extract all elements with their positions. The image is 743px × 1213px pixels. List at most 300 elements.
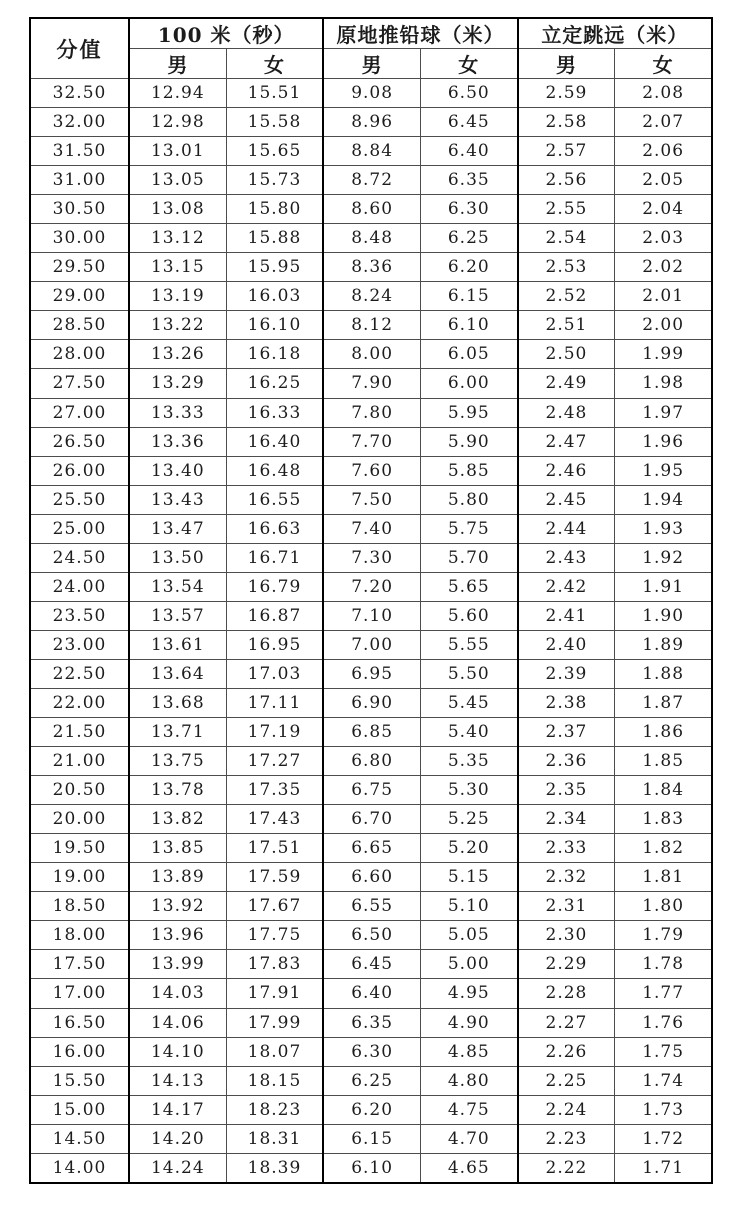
cell-100m-female: 17.27 — [226, 747, 323, 776]
cell-shotput-male: 8.48 — [323, 224, 420, 253]
cell-longjump-male: 2.42 — [518, 572, 615, 601]
cell-longjump-female: 2.00 — [615, 311, 712, 340]
cell-100m-female: 17.35 — [226, 776, 323, 805]
cell-shotput-male: 6.45 — [323, 950, 420, 979]
header-score: 分值 — [30, 18, 129, 79]
cell-shotput-female: 6.50 — [420, 79, 517, 108]
cell-shotput-female: 5.45 — [420, 688, 517, 717]
table-row — [30, 572, 712, 601]
cell-score: 31.00 — [30, 166, 129, 195]
cell-longjump-male: 2.54 — [518, 224, 615, 253]
cell-shotput-male: 6.35 — [323, 1008, 420, 1037]
cell-score: 30.00 — [30, 224, 129, 253]
cell-longjump-female: 1.86 — [615, 718, 712, 747]
cell-longjump-female: 2.07 — [615, 108, 712, 137]
table-row — [30, 369, 712, 398]
cell-100m-female: 15.80 — [226, 195, 323, 224]
cell-longjump-female: 1.81 — [615, 863, 712, 892]
cell-score: 17.50 — [30, 950, 129, 979]
cell-shotput-male: 6.50 — [323, 921, 420, 950]
cell-shotput-female: 5.75 — [420, 514, 517, 543]
table-row — [30, 747, 712, 776]
cell-100m-male: 12.98 — [129, 108, 226, 137]
header-longjump-female: 女 — [615, 49, 712, 79]
cell-100m-male: 13.75 — [129, 747, 226, 776]
cell-shotput-female: 6.45 — [420, 108, 517, 137]
cell-100m-female: 16.63 — [226, 514, 323, 543]
cell-score: 32.50 — [30, 79, 129, 108]
cell-longjump-male: 2.29 — [518, 950, 615, 979]
cell-shotput-female: 6.15 — [420, 282, 517, 311]
table-row — [30, 1124, 712, 1153]
cell-100m-female: 17.19 — [226, 718, 323, 747]
cell-shotput-female: 5.85 — [420, 456, 517, 485]
cell-100m-male: 13.85 — [129, 834, 226, 863]
cell-100m-male: 14.10 — [129, 1037, 226, 1066]
table-row — [30, 805, 712, 834]
table-row — [30, 398, 712, 427]
cell-shotput-female: 5.60 — [420, 601, 517, 630]
cell-100m-male: 14.17 — [129, 1095, 226, 1124]
cell-longjump-male: 2.37 — [518, 718, 615, 747]
cell-longjump-female: 1.98 — [615, 369, 712, 398]
cell-100m-female: 17.11 — [226, 688, 323, 717]
cell-100m-female: 15.58 — [226, 108, 323, 137]
cell-shotput-female: 5.80 — [420, 485, 517, 514]
cell-shotput-male: 6.25 — [323, 1066, 420, 1095]
cell-100m-male: 13.92 — [129, 892, 226, 921]
cell-longjump-female: 1.92 — [615, 543, 712, 572]
cell-shotput-female: 5.05 — [420, 921, 517, 950]
cell-score: 16.50 — [30, 1008, 129, 1037]
cell-100m-female: 16.71 — [226, 543, 323, 572]
cell-shotput-female: 4.85 — [420, 1037, 517, 1066]
cell-score: 22.50 — [30, 659, 129, 688]
cell-100m-male: 13.64 — [129, 659, 226, 688]
cell-100m-male: 13.57 — [129, 601, 226, 630]
cell-score: 31.50 — [30, 137, 129, 166]
cell-shotput-male: 6.55 — [323, 892, 420, 921]
table-row — [30, 979, 712, 1008]
table-row — [30, 427, 712, 456]
cell-100m-female: 16.87 — [226, 601, 323, 630]
cell-score: 28.00 — [30, 340, 129, 369]
cell-longjump-male: 2.25 — [518, 1066, 615, 1095]
cell-100m-female: 15.95 — [226, 253, 323, 282]
cell-100m-female: 18.39 — [226, 1153, 323, 1183]
cell-shotput-male: 7.80 — [323, 398, 420, 427]
cell-longjump-male: 2.28 — [518, 979, 615, 1008]
cell-100m-female: 18.23 — [226, 1095, 323, 1124]
cell-score: 26.00 — [30, 456, 129, 485]
cell-score: 15.00 — [30, 1095, 129, 1124]
cell-100m-female: 17.51 — [226, 834, 323, 863]
table-body — [30, 79, 712, 1184]
cell-100m-male: 13.36 — [129, 427, 226, 456]
cell-100m-male: 13.68 — [129, 688, 226, 717]
table-row — [30, 543, 712, 572]
cell-100m-male: 13.82 — [129, 805, 226, 834]
cell-longjump-female: 1.75 — [615, 1037, 712, 1066]
cell-shotput-male: 6.95 — [323, 659, 420, 688]
cell-shotput-male: 6.40 — [323, 979, 420, 1008]
cell-100m-female: 17.99 — [226, 1008, 323, 1037]
cell-shotput-female: 5.35 — [420, 747, 517, 776]
table-row — [30, 1037, 712, 1066]
cell-shotput-female: 5.70 — [420, 543, 517, 572]
cell-longjump-female: 2.02 — [615, 253, 712, 282]
cell-100m-male: 13.47 — [129, 514, 226, 543]
cell-100m-female: 18.07 — [226, 1037, 323, 1066]
cell-shotput-female: 5.20 — [420, 834, 517, 863]
table-row — [30, 776, 712, 805]
cell-score: 25.00 — [30, 514, 129, 543]
cell-score: 18.50 — [30, 892, 129, 921]
cell-100m-female: 17.67 — [226, 892, 323, 921]
cell-100m-male: 14.24 — [129, 1153, 226, 1183]
cell-100m-male: 13.71 — [129, 718, 226, 747]
cell-longjump-male: 2.53 — [518, 253, 615, 282]
cell-longjump-male: 2.22 — [518, 1153, 615, 1183]
cell-longjump-male: 2.55 — [518, 195, 615, 224]
cell-100m-female: 16.55 — [226, 485, 323, 514]
cell-longjump-female: 2.03 — [615, 224, 712, 253]
cell-shotput-female: 5.15 — [420, 863, 517, 892]
cell-shotput-male: 6.30 — [323, 1037, 420, 1066]
cell-100m-male: 14.03 — [129, 979, 226, 1008]
cell-longjump-female: 1.74 — [615, 1066, 712, 1095]
cell-100m-male: 13.99 — [129, 950, 226, 979]
cell-score: 17.00 — [30, 979, 129, 1008]
cell-score: 28.50 — [30, 311, 129, 340]
cell-100m-female: 16.03 — [226, 282, 323, 311]
cell-shotput-female: 4.95 — [420, 979, 517, 1008]
cell-100m-male: 13.61 — [129, 630, 226, 659]
cell-score: 27.00 — [30, 398, 129, 427]
header-group-row — [30, 18, 712, 49]
cell-longjump-female: 2.06 — [615, 137, 712, 166]
cell-longjump-female: 1.94 — [615, 485, 712, 514]
cell-longjump-female: 1.96 — [615, 427, 712, 456]
cell-score: 21.50 — [30, 718, 129, 747]
cell-shotput-male: 6.85 — [323, 718, 420, 747]
cell-shotput-male: 6.20 — [323, 1095, 420, 1124]
cell-longjump-female: 2.05 — [615, 166, 712, 195]
cell-100m-female: 16.95 — [226, 630, 323, 659]
cell-100m-male: 14.13 — [129, 1066, 226, 1095]
cell-shotput-female: 5.95 — [420, 398, 517, 427]
cell-longjump-male: 2.32 — [518, 863, 615, 892]
table-row — [30, 718, 712, 747]
cell-100m-female: 18.15 — [226, 1066, 323, 1095]
cell-longjump-male: 2.33 — [518, 834, 615, 863]
table-row — [30, 1153, 712, 1183]
table-row — [30, 1095, 712, 1124]
cell-shotput-female: 4.70 — [420, 1124, 517, 1153]
cell-longjump-male: 2.56 — [518, 166, 615, 195]
cell-score: 23.50 — [30, 601, 129, 630]
cell-longjump-male: 2.35 — [518, 776, 615, 805]
cell-100m-male: 13.15 — [129, 253, 226, 282]
cell-100m-male: 13.12 — [129, 224, 226, 253]
table-row — [30, 79, 712, 108]
table-row — [30, 456, 712, 485]
cell-score: 18.00 — [30, 921, 129, 950]
table-row — [30, 514, 712, 543]
cell-score: 27.50 — [30, 369, 129, 398]
table-row — [30, 863, 712, 892]
cell-100m-female: 17.59 — [226, 863, 323, 892]
cell-score: 22.00 — [30, 688, 129, 717]
cell-shotput-female: 5.40 — [420, 718, 517, 747]
header-longjump-male: 男 — [518, 49, 615, 79]
cell-longjump-male: 2.45 — [518, 485, 615, 514]
cell-score: 19.50 — [30, 834, 129, 863]
header-shotput-female: 女 — [420, 49, 517, 79]
cell-100m-female: 16.33 — [226, 398, 323, 427]
cell-100m-male: 13.54 — [129, 572, 226, 601]
table-row — [30, 892, 712, 921]
cell-shotput-female: 5.50 — [420, 659, 517, 688]
cell-longjump-female: 1.91 — [615, 572, 712, 601]
cell-shotput-male: 8.00 — [323, 340, 420, 369]
cell-longjump-male: 2.24 — [518, 1095, 615, 1124]
table-row — [30, 659, 712, 688]
cell-longjump-female: 1.90 — [615, 601, 712, 630]
cell-100m-female: 17.83 — [226, 950, 323, 979]
cell-shotput-female: 4.90 — [420, 1008, 517, 1037]
cell-100m-female: 17.43 — [226, 805, 323, 834]
cell-100m-female: 15.51 — [226, 79, 323, 108]
cell-score: 16.00 — [30, 1037, 129, 1066]
cell-longjump-male: 2.38 — [518, 688, 615, 717]
cell-100m-male: 13.40 — [129, 456, 226, 485]
cell-shotput-male: 7.40 — [323, 514, 420, 543]
cell-shotput-female: 5.65 — [420, 572, 517, 601]
table-row — [30, 108, 712, 137]
cell-longjump-male: 2.40 — [518, 630, 615, 659]
table-row — [30, 688, 712, 717]
cell-100m-male: 13.08 — [129, 195, 226, 224]
cell-longjump-male: 2.30 — [518, 921, 615, 950]
cell-100m-female: 15.73 — [226, 166, 323, 195]
cell-100m-male: 13.22 — [129, 311, 226, 340]
cell-shotput-female: 5.55 — [420, 630, 517, 659]
cell-score: 32.00 — [30, 108, 129, 137]
table-row — [30, 282, 712, 311]
cell-100m-male: 13.43 — [129, 485, 226, 514]
header-group-longjump: 立定跳远（米） — [518, 18, 712, 49]
cell-shotput-female: 6.20 — [420, 253, 517, 282]
cell-score: 25.50 — [30, 485, 129, 514]
cell-longjump-female: 1.97 — [615, 398, 712, 427]
table-row — [30, 834, 712, 863]
cell-longjump-male: 2.26 — [518, 1037, 615, 1066]
cell-longjump-female: 1.76 — [615, 1008, 712, 1037]
cell-100m-female: 17.91 — [226, 979, 323, 1008]
cell-100m-male: 14.06 — [129, 1008, 226, 1037]
header-sub-row — [30, 49, 712, 79]
header-shotput-male: 男 — [323, 49, 420, 79]
cell-100m-male: 13.33 — [129, 398, 226, 427]
cell-100m-male: 13.05 — [129, 166, 226, 195]
cell-shotput-male: 6.70 — [323, 805, 420, 834]
cell-shotput-male: 7.10 — [323, 601, 420, 630]
cell-longjump-male: 2.52 — [518, 282, 615, 311]
cell-longjump-male: 2.43 — [518, 543, 615, 572]
cell-longjump-female: 1.72 — [615, 1124, 712, 1153]
table-row — [30, 630, 712, 659]
cell-100m-male: 12.94 — [129, 79, 226, 108]
cell-shotput-male: 7.50 — [323, 485, 420, 514]
cell-score: 30.50 — [30, 195, 129, 224]
cell-shotput-male: 8.84 — [323, 137, 420, 166]
cell-longjump-female: 1.78 — [615, 950, 712, 979]
cell-shotput-female: 5.30 — [420, 776, 517, 805]
table-row — [30, 485, 712, 514]
table-header — [30, 18, 712, 79]
table-row — [30, 601, 712, 630]
cell-score: 21.00 — [30, 747, 129, 776]
cell-longjump-female: 1.77 — [615, 979, 712, 1008]
cell-100m-female: 16.40 — [226, 427, 323, 456]
cell-score: 24.50 — [30, 543, 129, 572]
cell-shotput-female: 5.00 — [420, 950, 517, 979]
cell-score: 24.00 — [30, 572, 129, 601]
cell-score: 20.50 — [30, 776, 129, 805]
table-row — [30, 1066, 712, 1095]
cell-longjump-male: 2.34 — [518, 805, 615, 834]
header-100m-female: 女 — [226, 49, 323, 79]
cell-score: 20.00 — [30, 805, 129, 834]
cell-shotput-male: 7.60 — [323, 456, 420, 485]
cell-100m-male: 14.20 — [129, 1124, 226, 1153]
cell-100m-male: 13.29 — [129, 369, 226, 398]
cell-shotput-male: 6.65 — [323, 834, 420, 863]
cell-100m-female: 17.75 — [226, 921, 323, 950]
cell-shotput-female: 6.40 — [420, 137, 517, 166]
cell-100m-female: 16.25 — [226, 369, 323, 398]
cell-longjump-female: 1.83 — [615, 805, 712, 834]
cell-longjump-male: 2.51 — [518, 311, 615, 340]
cell-longjump-male: 2.31 — [518, 892, 615, 921]
cell-longjump-male: 2.47 — [518, 427, 615, 456]
cell-shotput-female: 6.25 — [420, 224, 517, 253]
cell-shotput-male: 7.30 — [323, 543, 420, 572]
cell-score: 23.00 — [30, 630, 129, 659]
score-standards-table — [29, 17, 713, 1184]
cell-shotput-female: 5.90 — [420, 427, 517, 456]
cell-shotput-male: 7.70 — [323, 427, 420, 456]
cell-score: 29.50 — [30, 253, 129, 282]
header-group-shotput: 原地推铅球（米） — [323, 18, 517, 49]
table-row — [30, 1008, 712, 1037]
cell-longjump-male: 2.50 — [518, 340, 615, 369]
cell-shotput-female: 6.35 — [420, 166, 517, 195]
cell-shotput-male: 7.90 — [323, 369, 420, 398]
cell-100m-female: 16.79 — [226, 572, 323, 601]
cell-shotput-female: 6.10 — [420, 311, 517, 340]
cell-longjump-female: 2.04 — [615, 195, 712, 224]
cell-longjump-female: 1.85 — [615, 747, 712, 776]
cell-score: 26.50 — [30, 427, 129, 456]
cell-longjump-female: 1.80 — [615, 892, 712, 921]
table-row — [30, 340, 712, 369]
cell-longjump-male: 2.49 — [518, 369, 615, 398]
cell-shotput-male: 8.12 — [323, 311, 420, 340]
cell-shotput-male: 7.20 — [323, 572, 420, 601]
cell-score: 19.00 — [30, 863, 129, 892]
cell-shotput-male: 6.15 — [323, 1124, 420, 1153]
cell-longjump-male: 2.36 — [518, 747, 615, 776]
cell-shotput-female: 4.80 — [420, 1066, 517, 1095]
header-group-100m: 100 米（秒） — [129, 18, 323, 49]
cell-shotput-male: 6.90 — [323, 688, 420, 717]
cell-longjump-female: 1.87 — [615, 688, 712, 717]
cell-longjump-male: 2.27 — [518, 1008, 615, 1037]
cell-shotput-male: 8.24 — [323, 282, 420, 311]
cell-score: 15.50 — [30, 1066, 129, 1095]
cell-shotput-male: 6.60 — [323, 863, 420, 892]
cell-shotput-male: 9.08 — [323, 79, 420, 108]
cell-score: 14.50 — [30, 1124, 129, 1153]
cell-shotput-female: 6.05 — [420, 340, 517, 369]
table-row — [30, 950, 712, 979]
cell-longjump-female: 1.82 — [615, 834, 712, 863]
cell-100m-female: 18.31 — [226, 1124, 323, 1153]
cell-shotput-male: 8.60 — [323, 195, 420, 224]
cell-longjump-female: 2.01 — [615, 282, 712, 311]
cell-longjump-male: 2.57 — [518, 137, 615, 166]
cell-longjump-male: 2.59 — [518, 79, 615, 108]
cell-longjump-female: 1.95 — [615, 456, 712, 485]
cell-longjump-female: 1.93 — [615, 514, 712, 543]
table-row — [30, 166, 712, 195]
cell-100m-male: 13.19 — [129, 282, 226, 311]
cell-shotput-female: 5.10 — [420, 892, 517, 921]
cell-longjump-male: 2.44 — [518, 514, 615, 543]
cell-longjump-male: 2.39 — [518, 659, 615, 688]
table-row — [30, 224, 712, 253]
cell-100m-female: 15.65 — [226, 137, 323, 166]
cell-100m-female: 16.10 — [226, 311, 323, 340]
cell-score: 14.00 — [30, 1153, 129, 1183]
table-row — [30, 311, 712, 340]
cell-100m-male: 13.26 — [129, 340, 226, 369]
cell-longjump-female: 1.99 — [615, 340, 712, 369]
cell-shotput-female: 6.00 — [420, 369, 517, 398]
cell-100m-male: 13.50 — [129, 543, 226, 572]
cell-100m-male: 13.96 — [129, 921, 226, 950]
cell-100m-male: 13.01 — [129, 137, 226, 166]
cell-100m-female: 16.48 — [226, 456, 323, 485]
cell-shotput-female: 4.75 — [420, 1095, 517, 1124]
cell-shotput-male: 7.00 — [323, 630, 420, 659]
cell-shotput-male: 6.80 — [323, 747, 420, 776]
cell-shotput-male: 6.75 — [323, 776, 420, 805]
cell-100m-male: 13.78 — [129, 776, 226, 805]
table-row — [30, 921, 712, 950]
cell-longjump-female: 1.84 — [615, 776, 712, 805]
table-row — [30, 137, 712, 166]
cell-shotput-male: 8.72 — [323, 166, 420, 195]
cell-score: 29.00 — [30, 282, 129, 311]
cell-longjump-female: 2.08 — [615, 79, 712, 108]
cell-shotput-female: 4.65 — [420, 1153, 517, 1183]
cell-longjump-male: 2.48 — [518, 398, 615, 427]
table-row — [30, 195, 712, 224]
cell-longjump-male: 2.23 — [518, 1124, 615, 1153]
